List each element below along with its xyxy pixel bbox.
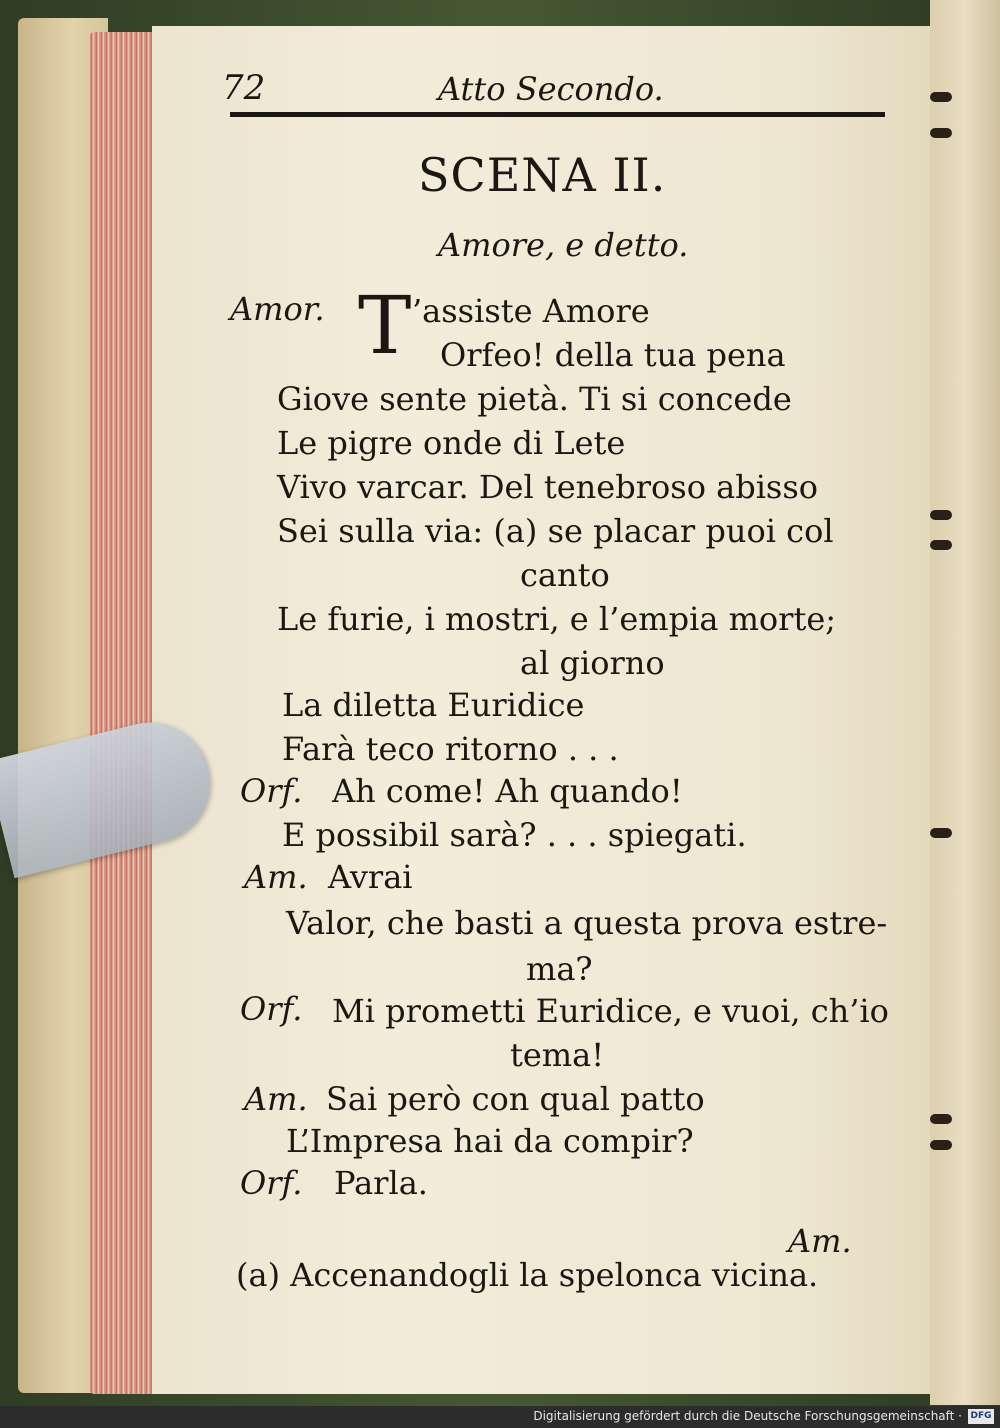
verse-line: Sai però con qual patto [326,1080,705,1118]
speaker-label: Amor. [230,290,325,328]
verse-line: Avrai [328,858,413,896]
speaker-label: Am. [244,858,308,896]
verse-line: Farà teco ritorno . . . [282,730,619,768]
verse-line: Sei sulla via: (a) se placar puoi col [277,512,834,550]
binding-stitch [930,128,952,138]
page-edges [90,32,160,1394]
verse-line: L’Impresa hai da compir? [286,1122,694,1160]
scene-title: SCENA II. [418,148,667,202]
verse-line: Orfeo! della tua pena [440,336,786,374]
verse-line: canto [520,556,610,594]
verse-line: ma? [526,950,593,988]
verse-line: La diletta Euridice [282,686,585,724]
binding-stitch [930,828,952,838]
page-number: 72 [222,68,266,108]
verse-line: ’assiste Amore [412,292,650,330]
catchword: Am. [788,1222,852,1260]
speaker-label: Orf. [240,1164,303,1202]
speaker-label: Orf. [240,990,303,1028]
speaker-label: Am. [244,1080,308,1118]
verse-line: Le furie, i mostri, e l’empia morte; [277,600,837,638]
verse-line: Le pigre onde di Lete [277,424,626,462]
verse-line: Parla. [334,1164,428,1202]
speaker-label: Orf. [240,772,303,810]
verse-line: tema! [510,1036,605,1074]
verse-line: Ah come! Ah quando! [332,772,683,810]
header-rule [230,112,885,117]
scene-characters: Amore, e detto. [438,226,689,264]
binding-stitch [930,92,952,102]
binding-stitch [930,510,952,520]
verse-line: Giove sente pietà. Ti si concede [277,380,792,418]
dfg-logo: DFG [968,1409,994,1424]
footnote: (a) Accenandogli la spelonca vicina. [236,1256,819,1294]
binding-stitch [930,540,952,550]
verse-line: Valor, che basti a questa prova estre- [286,904,888,942]
running-title: Atto Secondo. [438,70,664,108]
verse-line: Vivo varcar. Del tenebroso abisso [277,468,819,506]
digitization-credit: Digitalisierung gefördert durch die Deutsche Forschungsgemeinschaft · [533,1409,962,1423]
verse-line: Mi prometti Euridice, e vuoi, ch’io [332,992,889,1030]
binding-strip [930,0,1000,1405]
verse-line: al giorno [520,644,665,682]
drop-cap: T [358,279,412,372]
binding-stitch [930,1140,952,1150]
verse-line: E possibil sarà? . . . spiegati. [282,816,747,854]
binding-stitch [930,1114,952,1124]
